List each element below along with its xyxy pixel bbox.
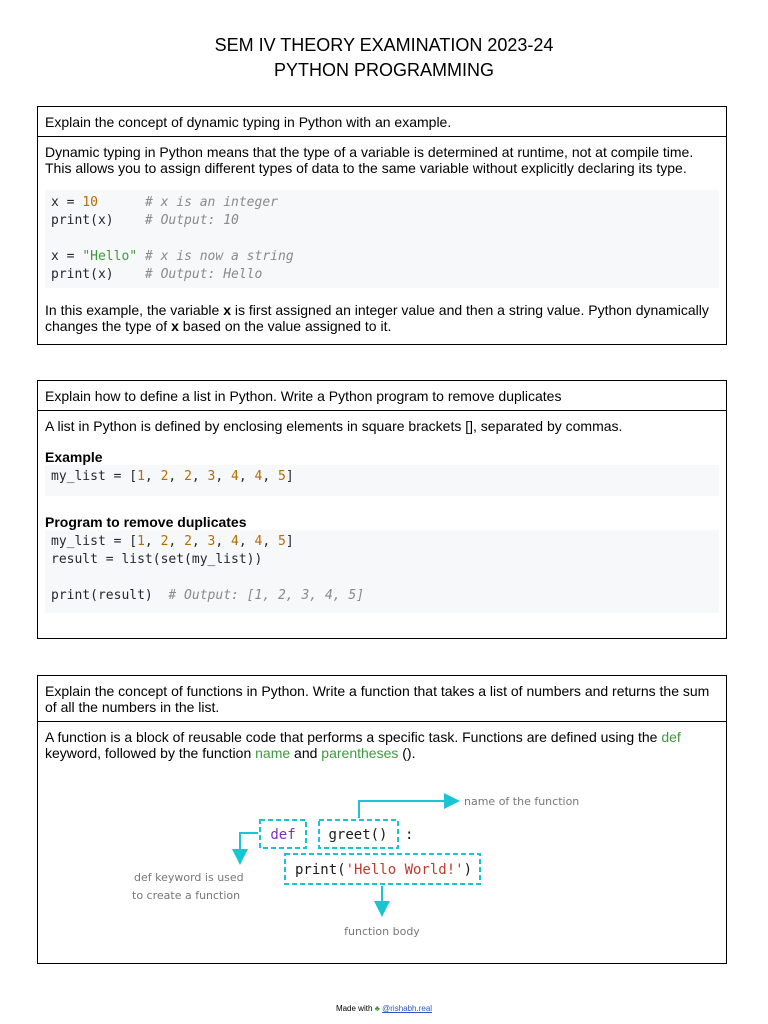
answer-block	[38, 418, 726, 613]
question-card-2	[37, 380, 727, 639]
clover-icon: ♣	[374, 1004, 380, 1013]
code-block: x = 10 # x is an integer print(x) # Output: 10 x = "Hello" # x is now a string print(x) # Output: Hello	[45, 190, 719, 288]
def-keyword: def	[270, 827, 296, 843]
answer-explanation: In this example, the variable x is first assigned an integer value and then a string value. Python dynamically changes the type of x based on the value assigned to it.	[45, 302, 709, 334]
subject-title: PYTHON PROGRAMMING	[273, 60, 494, 80]
name-arrow	[359, 801, 456, 818]
answer-intro: A function is a block of reusable code that performs a specific task. Functions are defined using the def keyword, followed by the function name and parentheses ().	[45, 729, 681, 761]
label-def-line2: to create a function	[132, 889, 241, 902]
footer	[0, 1004, 768, 1013]
question-card-3	[37, 675, 727, 964]
colon: :	[405, 827, 414, 843]
program-code-block: my_list = [1, 2, 2, 3, 4, 4, 5] result = list(set(my_list)) print(result) # Output: [1, 2, 3, 4, 5]	[45, 530, 719, 613]
function-name: greet()	[328, 827, 388, 843]
function-body-code: print('Hello World!')	[295, 862, 473, 878]
question-text: Explain the concept of functions in Python. Write a function that takes a list of numbers and returns the sum of all the numbers in the list.	[38, 676, 726, 722]
example-heading: Example	[45, 449, 103, 465]
function-syntax-diagram	[38, 676, 728, 965]
def-arrow	[240, 833, 258, 861]
question-text: Explain how to define a list in Python. Write a Python program to remove duplicates	[38, 381, 726, 411]
question-text: Explain the concept of dynamic typing in Python with an example.	[38, 107, 726, 137]
label-function-body: function body	[344, 925, 420, 938]
label-function-name: name of the function	[464, 795, 580, 808]
answer-intro: Dynamic typing in Python means that the type of a variable is determined at runtime, not at compile time. This allows you to assign different types of data to the same variable without explicitly declaring its type.	[45, 144, 694, 176]
author-link[interactable]: @rishabh.real	[382, 1004, 433, 1013]
answer-intro: A list in Python is defined by enclosing elements in square brackets [], separated by commas.	[45, 418, 623, 434]
answer-block	[38, 144, 726, 334]
footer-made-with: Made with	[335, 1004, 373, 1013]
question-card-1	[37, 106, 727, 345]
program-heading: Program to remove duplicates	[45, 514, 247, 530]
exam-title: SEM IV THEORY EXAMINATION 2023-24	[214, 35, 554, 55]
example-code-block: my_list = [1, 2, 2, 3, 4, 4, 5]	[45, 465, 719, 496]
label-def-line1: def keyword is used	[134, 871, 244, 884]
